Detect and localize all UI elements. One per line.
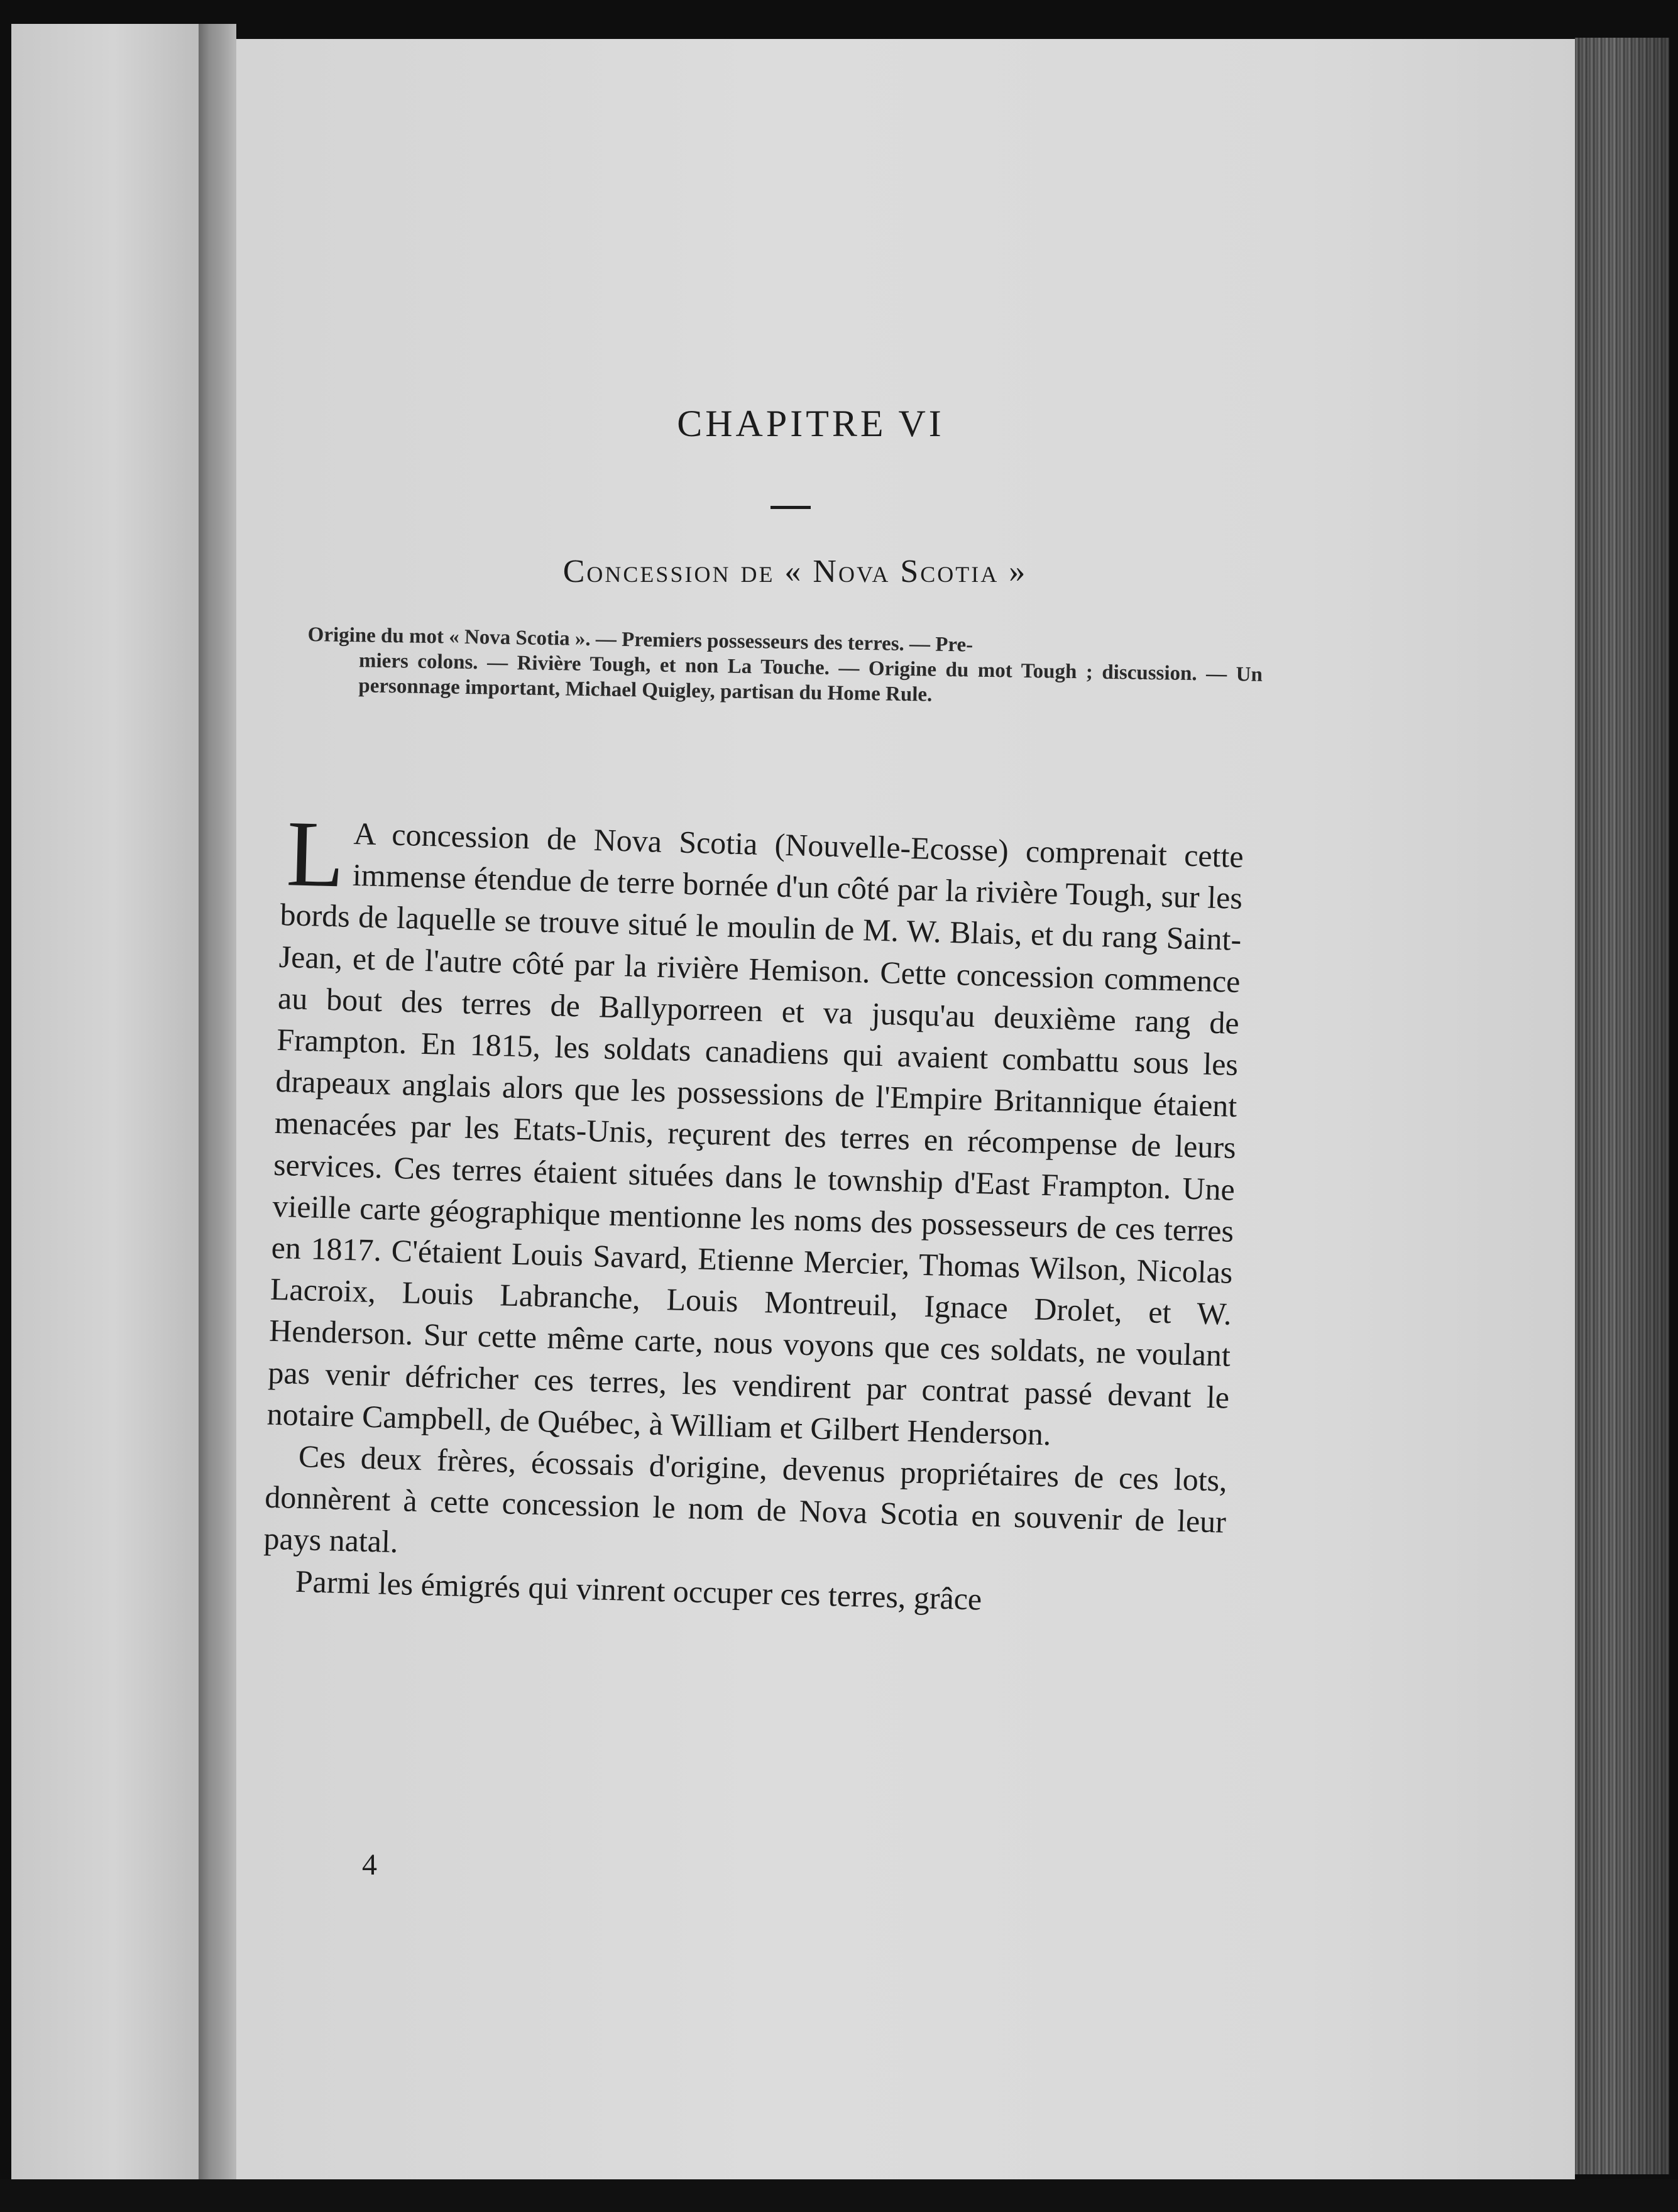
summary-first-line: Origine du mot « Nova Scotia ». — Premiers possesseurs des terres. — Pre-	[307, 623, 973, 657]
page-number: 4	[362, 1848, 377, 1881]
heading-separator	[770, 506, 811, 509]
book-gutter	[199, 24, 236, 2179]
previous-page-edge	[11, 24, 199, 2179]
drop-cap: L	[285, 801, 346, 907]
chapter-title: Concession de « Nova Scotia »	[562, 554, 1028, 589]
summary-continuation: miers colons. — Rivière Tough, et non La Touche. — Origine du mot Tough ; discussion. — Un personnage important, Michael Quigley, partisan du Home Rule.	[358, 649, 1263, 706]
page-stack-shadow	[1575, 38, 1669, 2174]
chapter-summary	[307, 622, 1263, 713]
paragraph-1-text: A concession de Nova Scotia (Nouvelle-Ecosse) comprenait cette immense étendue de terre bornée d'un côté par la rivière Tough, sur les bords de laquelle se trouve situé le moulin de M. W. Blais, et du rang Saint-Jean, et de l'autre côté par la rivière Hemison. Cette concession commence au bout des terres de Ballyporreen et va jusqu'au deuxième rang de Frampton. En 1815, les soldats canadiens qui avaient combattu sous les drapeaux anglais alors que les possessions de l'Empire Britannique étaient menacées par les Etats-Unis, reçurent des terres en récompense de leurs services. Ces terres étaient situées dans le township d'East Frampton. Une vieille carte géographique mentionne les noms des possesseurs de ces terres en 1817. C'étaient Louis Savard, Etienne Mercier, Thomas Wilson, Nicolas Lacroix, Louis Labranche, Louis Montreuil, Ignace Drolet, et W. Henderson. Sur cette même carte, nous voyons que ces soldats, ne voulant pas venir défricher ces terres, les vendirent par contrat passé devant le notaire Campbell, de Québec, à William et Gilbert Henderson.	[266, 815, 1244, 1452]
scan-bottom-border	[0, 2179, 1678, 2212]
chapter-heading: CHAPITRE VI	[677, 403, 945, 444]
paragraph-3: Parmi les émigrés qui vinrent occuper ces terres, grâce	[295, 1563, 982, 1617]
paragraph-1	[266, 801, 1244, 1460]
body-text	[262, 801, 1244, 1626]
paragraph-2: Ces deux frères, écossais d'origine, devenus propriétaires de ces lots, donnèrent à cette concession le nom de Nova Scotia en souvenir de leur pays natal.	[263, 1438, 1228, 1560]
